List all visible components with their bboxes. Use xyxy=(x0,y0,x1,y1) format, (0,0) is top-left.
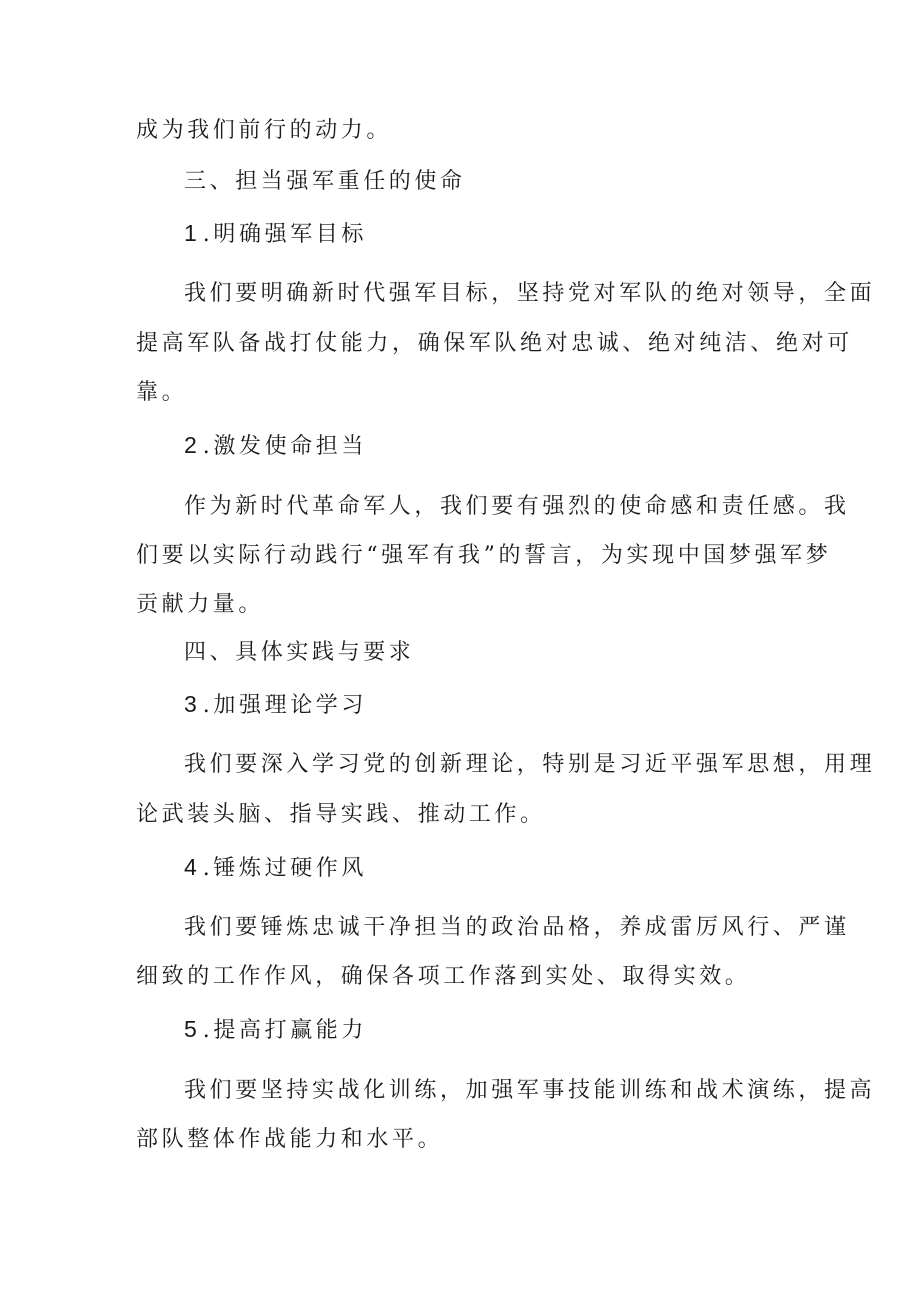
paragraph-line: 靠。 xyxy=(136,380,188,405)
paragraph-line: 们要以实际行动践行“强军有我”的誓言，为实现中国梦强军梦 xyxy=(136,543,832,568)
subheading-text: .提高打赢能力 xyxy=(202,1018,367,1043)
paragraph-line: 提高军队备战打仗能力，确保军队绝对忠诚、绝对纯洁、绝对可 xyxy=(136,331,853,356)
subheading-text: .加强理论学习 xyxy=(202,693,367,718)
subheading-text: .锤炼过硬作风 xyxy=(202,856,367,881)
paragraph-line: 部队整体作战能力和水平。 xyxy=(136,1127,444,1152)
paragraph-line: 细致的工作作风，确保各项工作落到实处、取得实效。 xyxy=(136,964,751,989)
paragraph-line: 论武装头脑、指导实践、推动工作。 xyxy=(136,802,546,827)
paragraph-line: 成为我们前行的动力。 xyxy=(136,118,393,143)
paragraph-line: 我们要坚持实战化训练，加强军事技能训练和战术演练，提高 xyxy=(184,1078,876,1103)
subheading-1 xyxy=(184,218,844,250)
subheading-3 xyxy=(184,689,844,721)
subheading-2 xyxy=(184,430,844,462)
subheading-5 xyxy=(184,1014,844,1046)
subheading-text: .明确强军目标 xyxy=(202,222,367,247)
paragraph-line: 我们要明确新时代强军目标，坚持党对军队的绝对领导，全面 xyxy=(184,281,876,306)
subheading-4 xyxy=(184,852,844,884)
subheading-number: 5 xyxy=(184,1016,197,1042)
paragraph-line: 作为新时代革命军人，我们要有强烈的使命感和责任感。我 xyxy=(184,494,850,519)
subheading-number: 2 xyxy=(184,432,197,458)
subheading-number: 4 xyxy=(184,854,197,880)
subheading-number: 1 xyxy=(184,220,197,246)
paragraph-line: 我们要深入学习党的创新理论，特别是习近平强军思想，用理 xyxy=(184,752,876,777)
subheading-number: 3 xyxy=(184,691,197,717)
section-heading-4: 四、具体实践与要求 xyxy=(184,640,415,665)
section-heading-3: 三、担当强军重任的使命 xyxy=(184,169,466,194)
paragraph-line: 我们要锤炼忠诚干净担当的政治品格，养成雷厉风行、严谨 xyxy=(184,915,850,940)
paragraph-line: 贡献力量。 xyxy=(136,592,265,617)
subheading-text: .激发使命担当 xyxy=(202,434,367,459)
